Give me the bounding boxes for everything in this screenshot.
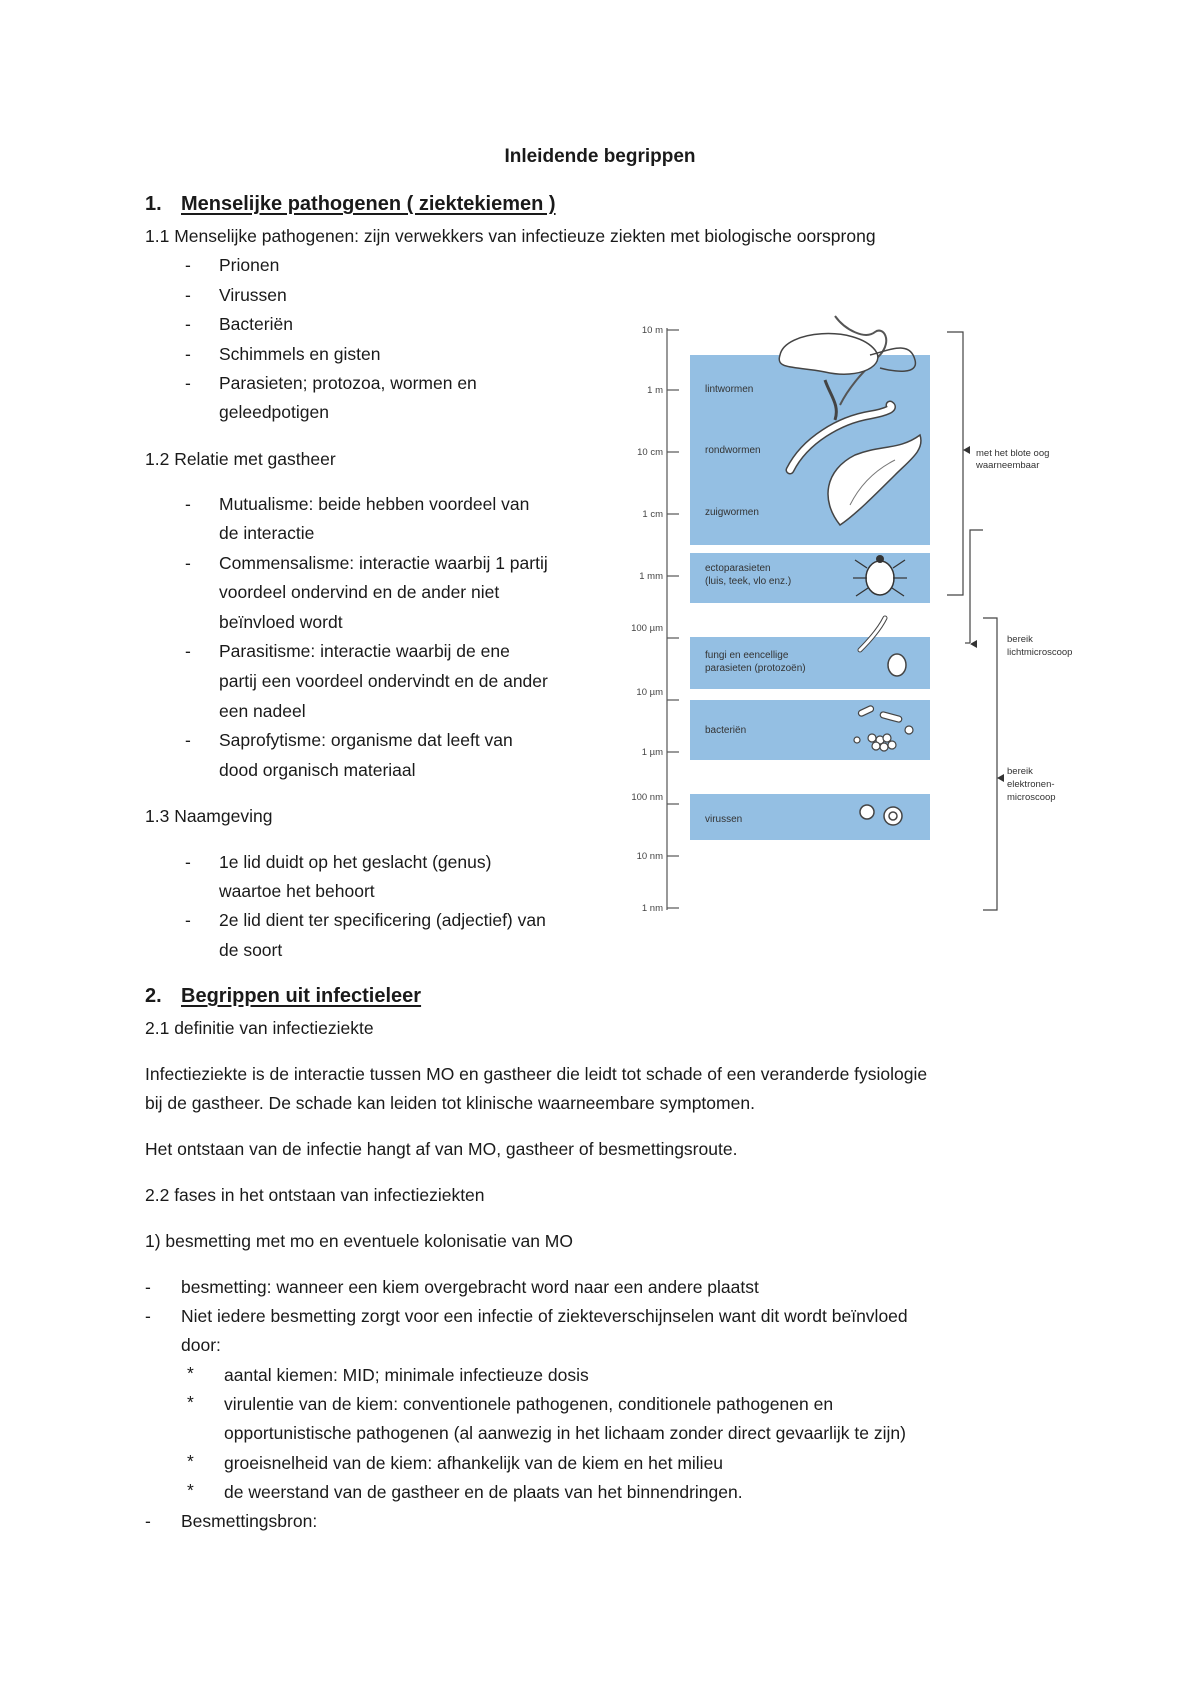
subsection-2-1: 2.1 definitie van infectieziekte <box>145 1018 374 1038</box>
subsection-1-1: 1.1 Menselijke pathogenen: zijn verwekkers van infectieuze ziekten met biologische oorsprong <box>145 226 876 246</box>
list-item: Virussen <box>219 285 287 305</box>
box-label: (luis, teek, vlo enz.) <box>705 576 792 587</box>
paragraph: bij de gastheer. De schade kan leiden tot klinische waarneembare symptomen. <box>145 1093 755 1113</box>
list-item: virulentie van de kiem: conventionele pathogenen, conditionele pathogenen en <box>224 1394 834 1414</box>
list-item: Saprofytisme: organisme dat leeft van <box>219 730 513 750</box>
list-item: Besmettingsbron: <box>181 1511 318 1531</box>
list-item: geleedpotigen <box>219 402 329 422</box>
subsection-2-2: 2.2 fases in het ontstaan van infectieziekten <box>145 1185 485 1205</box>
scale-label: 10 µm <box>636 687 663 698</box>
list-item: Niet iedere besmetting zorgt voor een infectie of ziekteverschijnselen want dit wordt beïnvloed <box>181 1306 908 1326</box>
list-item: door: <box>181 1335 221 1355</box>
scale-label: 10 nm <box>636 851 663 862</box>
box-label: lintwormen <box>705 384 754 395</box>
list-item: opportunistische pathogenen (al aanwezig in het lichaam zonder direct gevaarlijk te zijn) <box>224 1423 906 1443</box>
list-item: de soort <box>219 940 283 960</box>
box-label: virussen <box>705 814 743 825</box>
subsection-1-2: 1.2 Relatie met gastheer <box>145 449 336 469</box>
range-label: met het blote oog <box>976 448 1050 459</box>
list-item: partij een voordeel ondervindt en de ander <box>219 671 548 691</box>
pathogen-size-figure <box>625 310 1080 930</box>
paragraph: Het ontstaan van de infectie hangt af van MO, gastheer of besmettingsroute. <box>145 1139 738 1159</box>
list-item: Commensalisme: interactie waarbij 1 partij <box>219 553 548 573</box>
document-title: Inleidende begrippen <box>504 146 696 167</box>
paragraph: 1) besmetting met mo en eventuele kolonisatie van MO <box>145 1231 573 1251</box>
range-label: waarneembaar <box>976 460 1040 471</box>
list-item: besmetting: wanneer een kiem overgebracht word naar een andere plaatst <box>181 1277 759 1297</box>
list-item: 2e lid dient ter specificering (adjectief) van <box>219 910 546 930</box>
list-item: Schimmels en gisten <box>219 344 381 364</box>
scale-label: 10 cm <box>637 447 663 458</box>
box-label: zuigwormen <box>705 507 759 518</box>
box-label: parasieten (protozoën) <box>705 663 806 674</box>
scale-label: 100 nm <box>631 792 663 803</box>
list-item: Parasitisme: interactie waarbij de ene <box>219 641 510 661</box>
box-label: rondwormen <box>705 445 761 456</box>
scale-label: 1 mm <box>639 571 663 582</box>
list-item: dood organisch materiaal <box>219 760 416 780</box>
scale-label: 1 nm <box>641 903 663 914</box>
section-2-heading: 2. Begrippen uit infectieleer <box>145 985 422 1007</box>
scale-label: 1 cm <box>642 509 663 520</box>
paragraph: Infectieziekte is de interactie tussen MO en gastheer die leidt tot schade of een veranderde fysiologie <box>145 1064 928 1084</box>
list-item: de weerstand van de gastheer en de plaats van het binnendringen. <box>224 1482 743 1502</box>
scale-label: 10 m <box>641 325 663 336</box>
range-label: bereik <box>1007 634 1033 645</box>
tick-drawing <box>866 561 894 595</box>
list-item: Parasieten; protozoa, wormen en <box>219 373 477 393</box>
list-item: voordeel ondervind en de ander niet <box>219 582 500 602</box>
range-label: bereik <box>1007 766 1033 777</box>
list-item: waartoe het behoort <box>219 881 375 901</box>
list-item: beïnvloed wordt <box>219 612 343 632</box>
list-item: de interactie <box>219 523 315 543</box>
range-label: microscoop <box>1007 792 1056 803</box>
list-item: Mutualisme: beide hebben voordeel van <box>219 494 530 514</box>
box-label: ectoparasieten <box>705 563 771 574</box>
list-item: aantal kiemen: MID; minimale infectieuze dosis <box>224 1365 589 1385</box>
box-label: fungi en eencellige <box>705 650 789 661</box>
range-label: lichtmicroscoop <box>1007 647 1073 658</box>
section-1-heading: 1. Menselijke pathogenen ( ziektekiemen ) <box>145 193 556 215</box>
list-item: Prionen <box>219 255 280 275</box>
scale-label: 100 µm <box>631 623 663 634</box>
subsection-1-3: 1.3 Naamgeving <box>145 806 273 826</box>
list-item: 1e lid duidt op het geslacht (genus) <box>219 852 492 872</box>
list-item: een nadeel <box>219 701 306 721</box>
range-label: elektronen- <box>1007 779 1055 790</box>
list-item: groeisnelheid van de kiem: afhankelijk van de kiem en het milieu <box>224 1453 724 1473</box>
scale-label: 1 µm <box>641 747 663 758</box>
scale-label: 1 m <box>647 385 663 396</box>
box-label: bacteriën <box>705 725 747 736</box>
list-item: Bacteriën <box>219 314 293 334</box>
size-scale-diagram <box>625 310 1080 930</box>
document-page: Inleidende begrippen 1. Menselijke pathogenen ( ziektekiemen ) 1.1 Menselijke pathogenen: zijn verwekkers van infectieuze ziekten met biologische oorsprong - Prionen - Virussen - Bacteriën - Schimmels en gisten - Parasieten; protozoa, wormen en geleedpotigen 1.2 Relatie met gastheer - Mutualisme: beide hebben voordeel van de interactie - Commensalisme: interactie waarbij 1 partij voordeel ondervind en de ander niet beïnvloed wordt - Parasitisme: interactie waarbij de ene partij een voordeel ondervindt en de ander een nadeel - Saprofytisme: organisme dat leeft van dood organisch materiaal 1.3 Naamgeving - 1e lid duidt op het geslacht (genus) waartoe het behoort - 2e lid dient ter specificering (adjectief) van de soort 10 m 1 m 10 cm 1 cm 1 mm 100 µm 10 µm 1 µm 100 nm 10 nm 1 nm lintwormen rondwormen zuigwormen ectoparasieten (luis, teek, vlo enz.) fungi en eencellige parasieten (protozoën) bacteriën virussen met het blote oog waarneembaar bereik lichtmicroscoop bereik elektronen- microscoop 2. Begrippen uit infectieleer 2.1 definitie van infectieziekte Infectieziekte is de interactie tussen MO en gastheer die leidt tot schade of een veranderde fysiologie bij de gastheer. De schade kan leiden tot klinische waarneembare symptomen. Het ontstaan van de infectie hangt af van MO, gastheer of besmettingsroute. 2.2 fases in het ontstaan van infectieziekten 1) besmetting met mo en eventuele kolonisatie van MO - besmetting: wanneer een kiem overgebracht word naar een andere plaatst - Niet iedere besmetting zorgt voor een infectie of ziekteverschijnselen want dit wordt beïnvloed door: * aantal kiemen: MID; minimale infectieuze dosis * virulentie van de kiem: conventionele pathogenen, conditionele pathogenen en opportunistische pathogenen (al aanwezig in het lichaam zonder direct gevaarlijk te zijn) * groeisnelheid van de kiem: afhankelijk van de kiem en het milieu * de weerstand van de gastheer en de plaats van het binnendringen. - Besmettingsbron: <box>0 0 1200 1698</box>
